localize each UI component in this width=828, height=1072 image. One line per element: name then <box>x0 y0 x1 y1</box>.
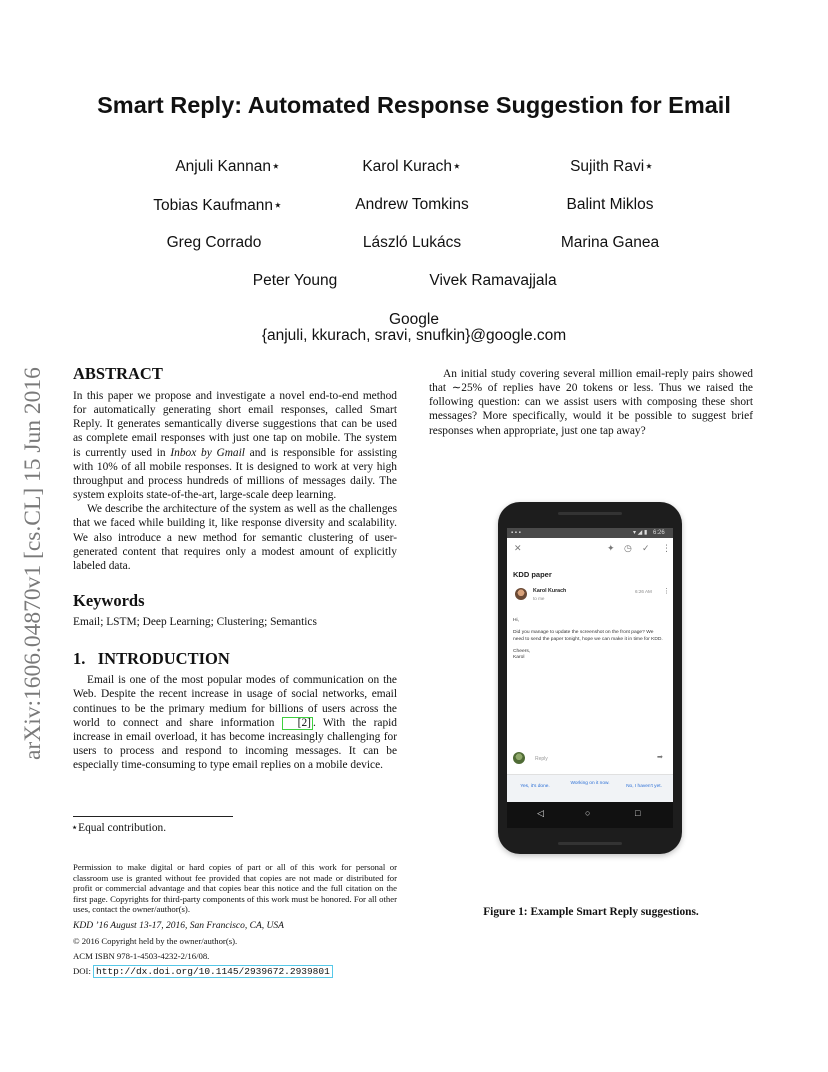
sender-name: Karol Kurach <box>533 588 567 594</box>
left-column <box>73 364 397 772</box>
author: Balint Miklos <box>566 196 654 213</box>
check-icon[interactable]: ✓ <box>642 543 650 553</box>
signoff: Cheers, <box>513 648 531 654</box>
abstract-heading: ABSTRACT <box>73 364 163 383</box>
author: Karol Kurach⋆ <box>362 158 462 175</box>
email-subject: KDD paper <box>513 570 552 579</box>
keywords-heading: Keywords <box>73 591 145 611</box>
signature: Karol <box>513 655 525 661</box>
author-emails: {anjuli, kkurach, sravi, snufkin}@google.com <box>261 327 567 344</box>
arxiv-stamp: arXiv:1606.04870v1 [cs.CL] 15 Jun 2016 <box>20 367 46 760</box>
nav-bar <box>507 802 673 828</box>
doi-line: DOI: http://dx.doi.org/10.1145/2939672.2939801 <box>73 965 397 978</box>
abstract-paragraph: We describe the architecture of the system as well as the challenges that we faced while building it, like response diversity and scalability. We also introduce a new method for semantic clustering of user-generated content that requires only a modest amount of explicitly labeled data. <box>73 503 397 572</box>
phone-screen <box>507 528 673 828</box>
speaker-grille <box>558 512 622 515</box>
author: Marina Ganea <box>560 234 660 251</box>
signal-icon: ▾ ◢ ▮ <box>633 530 648 536</box>
email-toolbar <box>507 538 673 560</box>
author: Greg Corrado <box>166 234 262 251</box>
suggestion-chip[interactable]: Working on it now. <box>570 781 610 786</box>
figure-caption: Figure 1: Example Smart Reply suggestions. <box>483 906 699 918</box>
footnote: ⋆Equal contribution. <box>71 822 167 834</box>
author: Peter Young <box>252 272 338 289</box>
more-icon[interactable]: ⋮ <box>663 588 670 595</box>
footnote-rule <box>73 816 233 817</box>
close-icon[interactable]: ✕ <box>514 543 522 553</box>
affiliation: Google <box>389 311 439 328</box>
author: Tobias Kaufmann⋆ <box>153 197 283 214</box>
speaker-grille <box>558 842 622 845</box>
avatar <box>515 588 527 600</box>
recipient-label: to me <box>533 596 545 601</box>
introduction-paragraph: Email is one of the most popular modes of communication on the Web. Despite the recent increase in usage of social networks, email continues to be the primary medium for billions of users across the world to connect and share information [2] . With the rapid increase in email overload, it has become increasingly challenging for users to process and respond to incoming messages. It can be especially time-consuming to type email replies on a mobile device. <box>73 674 398 772</box>
citation-link[interactable]: [2] <box>282 717 313 730</box>
phone-figure <box>498 502 682 854</box>
home-icon[interactable]: ○ <box>585 808 591 818</box>
back-icon[interactable]: ◁ <box>537 808 544 818</box>
reply-input[interactable]: Reply <box>535 756 548 762</box>
email-time: 6:26 AM <box>635 589 652 594</box>
avatar <box>513 752 525 764</box>
abstract-paragraph: In this paper we propose and investigate a novel end-to-end method for automatically generating short email responses, called Smart Reply. It generates semantically diverse suggestions that can be used as complete email responses with just one tap on mobile. The system is currently used in Inbox by Gmail and is responsible for assisting with 10% of all mobile responses. It is designed to work at very high throughput and process hundreds of millions of messages daily. The system exploits state-of-the-art, large-scale deep learning. <box>73 390 398 502</box>
right-paragraph: An initial study covering several million email-reply pairs showed that ∼25% of replies have 20 tokens or less. Thus we raised the following question: can we assist users with composing these short messages? More specifically, would it be possible to suggest brief responses when appropriate, just one tap away? <box>429 368 753 437</box>
author: Anjuli Kannan⋆ <box>175 158 281 175</box>
suggestion-chip[interactable]: No, I haven't yet. <box>626 784 662 789</box>
product-name: Inbox by Gmail <box>170 446 245 459</box>
send-icon[interactable]: ➡ <box>657 754 663 761</box>
more-icon[interactable]: ⋮ <box>662 543 671 553</box>
greeting: Hi, <box>513 618 519 623</box>
suggestion-chip[interactable]: Yes, it's done. <box>520 784 550 789</box>
notification-icons: ▪ ▪ ▪ <box>511 530 521 536</box>
isbn: ACM ISBN 978-1-4503-4232-2/16/08. <box>73 950 210 961</box>
recents-icon[interactable]: □ <box>635 808 641 818</box>
introduction-heading: 1. INTRODUCTION <box>73 649 230 669</box>
suggestion-bar <box>507 774 673 803</box>
author: Andrew Tomkins <box>355 196 469 213</box>
permission-block <box>73 862 397 978</box>
email-body <box>513 618 663 667</box>
message-text: Did you manage to update the screenshot on the front page? We need to send the paper tonight, hope we can make it in time for KDD. <box>513 630 663 642</box>
right-column <box>429 367 753 438</box>
status-bar <box>507 528 673 538</box>
permission-text: Permission to make digital or hard copies of part or all of this work for personal or classroom use is granted without fee provided that copies are not made or distributed for profit or commercial advantage and that copies bear this notice and the full citation on the first page. Copyrights for third-party components of this work must be honored. For all other uses, contact the owner/author(s). <box>73 862 397 915</box>
pin-icon[interactable]: ✦ <box>607 543 615 553</box>
paper-title: Smart Reply: Automated Response Suggestion for Email <box>97 92 731 118</box>
doi-link[interactable]: http://dx.doi.org/10.1145/2939672.2939801 <box>93 965 333 978</box>
snooze-icon[interactable]: ◷ <box>624 543 632 553</box>
copyright: © 2016 Copyright held by the owner/author(s). <box>73 935 238 946</box>
keywords-text: Email; LSTM; Deep Learning; Clustering; Semantics <box>73 616 317 629</box>
author: László Lukács <box>362 234 462 251</box>
venue: KDD ’16 August 13-17, 2016, San Francisco, CA, USA <box>73 920 284 931</box>
author: Sujith Ravi⋆ <box>570 158 654 175</box>
author: Vivek Ramavajjala <box>429 272 557 289</box>
status-time: 6:26 <box>653 530 665 536</box>
